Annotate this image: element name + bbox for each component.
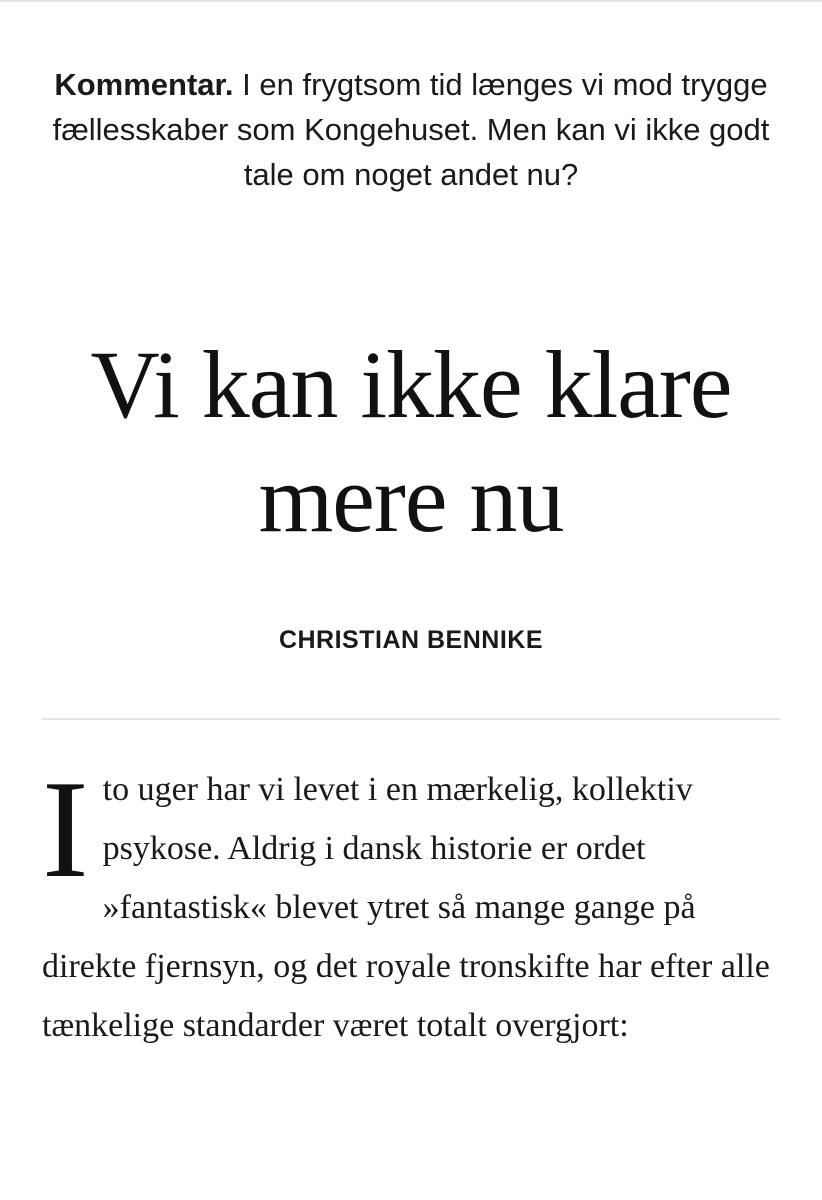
top-divider: [0, 0, 822, 2]
article-lead: [40, 62, 782, 197]
article-body-paragraph: to uger har vi levet i en mærkelig, kollektiv psykose. Aldrig i dansk historie er ordet »fantastisk« blevet ytret så mange gange på direkte fjernsyn, og det royale tronskifte har efter alle tænkelige standarder været totalt overgjort:: [42, 771, 770, 1044]
article-kicker: Kommentar.: [54, 67, 234, 102]
article-body: [42, 752, 782, 1055]
drop-cap: I: [42, 752, 89, 907]
byline-divider: [42, 718, 780, 720]
article-byline: CHRISTIAN BENNIKE: [278, 626, 544, 654]
article-lead-text: I en frygtsom tid længes vi mod trygge fællesskaber som Kongehuset. Men kan vi ikke godt tale om noget andet nu?: [52, 67, 770, 192]
article-headline: Vi kan ikke klare mere nu: [90, 331, 732, 552]
